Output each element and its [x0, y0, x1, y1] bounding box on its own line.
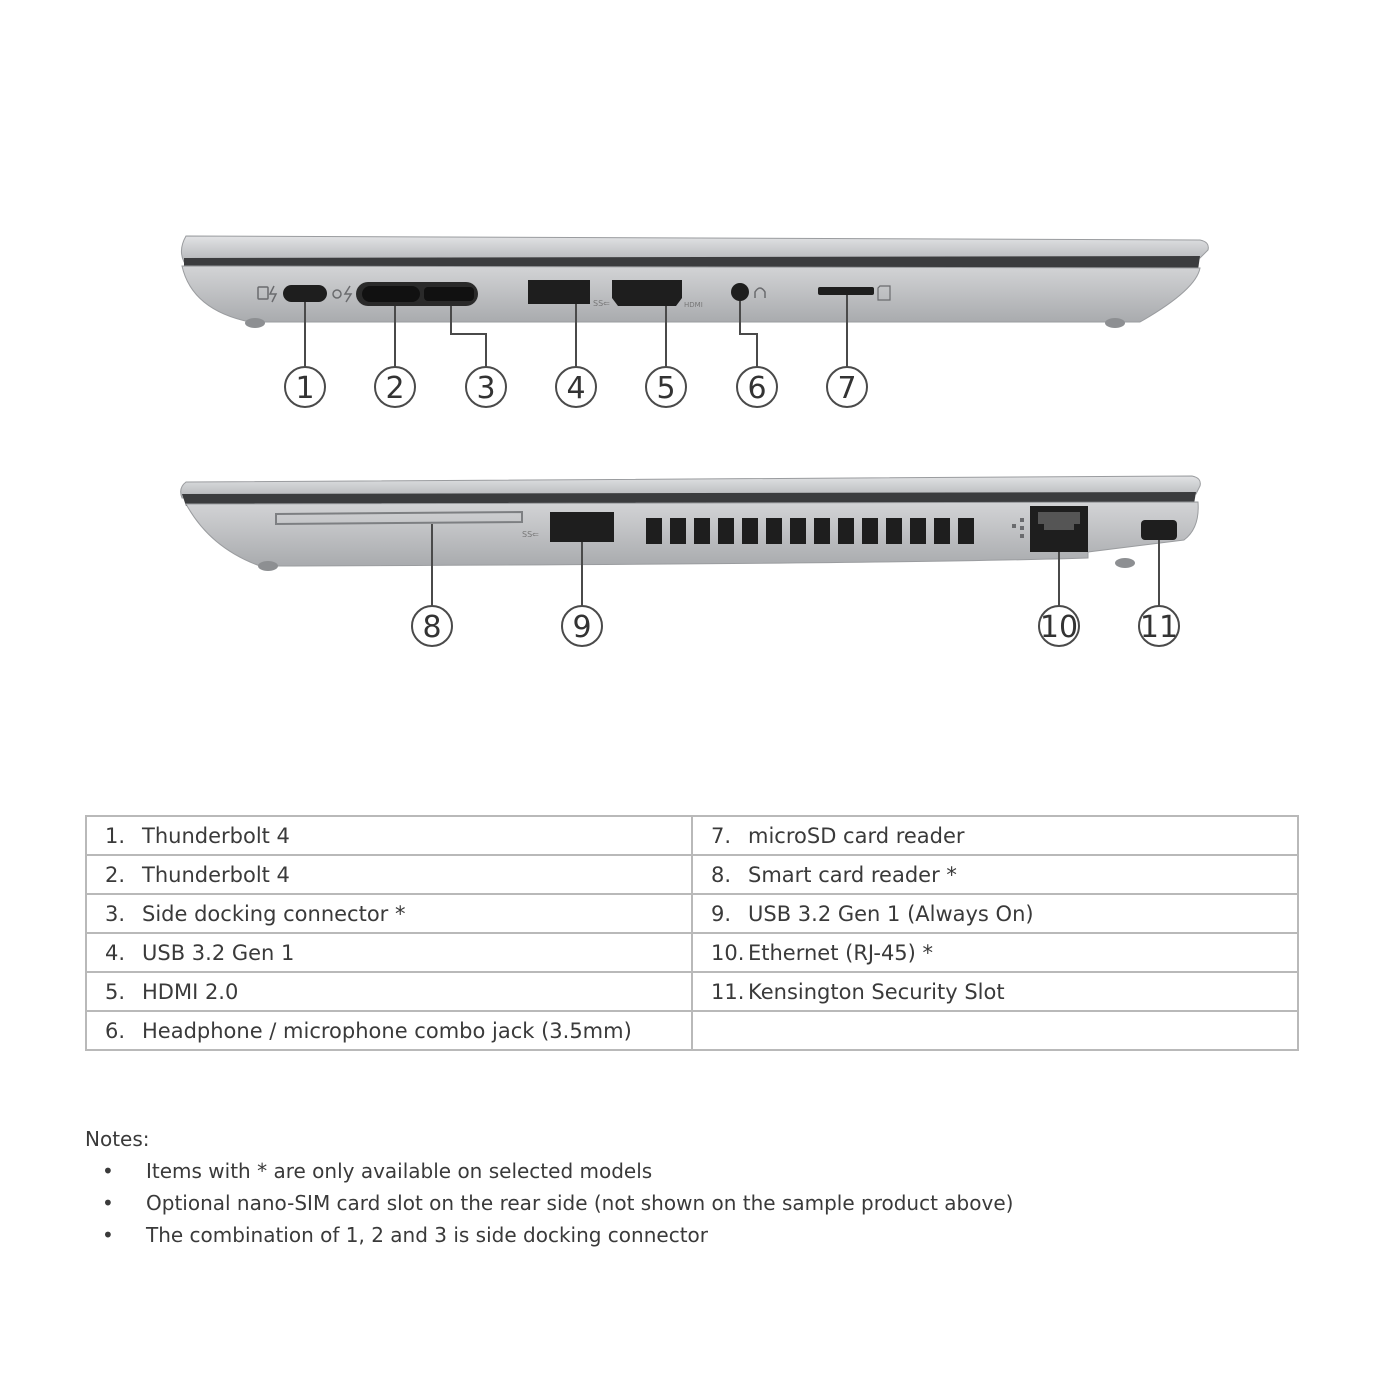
kensington-lock-icon — [1141, 520, 1177, 540]
svg-text:7: 7 — [837, 371, 857, 406]
callout-11 — [1139, 606, 1179, 646]
audio-jack — [731, 283, 749, 301]
callout-10 — [1039, 606, 1079, 646]
bullet-icon: • — [102, 1191, 114, 1215]
thunderbolt-port-2 — [362, 286, 420, 302]
usb-ss-icon: SS⇐ — [522, 530, 539, 539]
usb-port-4 — [528, 280, 590, 304]
note-text: Items with * are only available on selected models — [146, 1159, 653, 1183]
note-item — [85, 1157, 1013, 1189]
table-cell — [86, 933, 692, 972]
table-cell — [86, 816, 692, 855]
item-number: 5. — [105, 979, 126, 1004]
table-cell — [86, 894, 692, 933]
item-label: Side docking connector * — [142, 901, 406, 926]
note-text: The combination of 1, 2 and 3 is side docking connector — [146, 1223, 708, 1247]
callout-1 — [285, 367, 325, 407]
svg-text:3: 3 — [476, 371, 496, 406]
svg-text:6: 6 — [747, 371, 767, 406]
usb-port-9 — [550, 512, 614, 542]
item-number: 10. — [711, 940, 745, 965]
table-row — [86, 894, 1298, 933]
table-cell — [86, 972, 692, 1011]
hdmi-port — [612, 280, 682, 306]
item-number: 4. — [105, 940, 126, 965]
item-number: 2. — [105, 862, 126, 887]
svg-text:5: 5 — [656, 371, 676, 406]
table-cell — [692, 933, 1298, 972]
svg-text:8: 8 — [422, 610, 442, 645]
item-number: 11. — [711, 979, 745, 1004]
item-number: 7. — [711, 823, 732, 848]
callout-6 — [737, 367, 777, 407]
item-number: 9. — [711, 901, 732, 926]
table-row — [86, 1011, 1298, 1050]
table-cell — [692, 855, 1298, 894]
callout-2 — [375, 367, 415, 407]
svg-text:10: 10 — [1039, 610, 1079, 645]
item-number: 6. — [105, 1018, 126, 1043]
side-docking-connector — [424, 287, 474, 301]
thunderbolt-port-1 — [283, 285, 327, 302]
table-row — [86, 816, 1298, 855]
table-cell — [692, 894, 1298, 933]
table-row — [86, 972, 1298, 1011]
bullet-icon: • — [102, 1159, 114, 1183]
item-number: 8. — [711, 862, 732, 887]
callout-7 — [827, 367, 867, 407]
item-label: microSD card reader — [748, 823, 965, 848]
table-cell — [86, 855, 692, 894]
item-label: Ethernet (RJ-45) * — [748, 940, 934, 965]
note-text: Optional nano-SIM card slot on the rear side (not shown on the sample product above) — [146, 1191, 1014, 1215]
item-label: USB 3.2 Gen 1 — [142, 940, 295, 965]
callout-8 — [412, 606, 452, 646]
item-number: 1. — [105, 823, 126, 848]
notes-list — [85, 1157, 1013, 1253]
item-label: HDMI 2.0 — [142, 979, 239, 1004]
item-label: USB 3.2 Gen 1 (Always On) — [748, 901, 1034, 926]
callout-9 — [562, 606, 602, 646]
item-label: Headphone / microphone combo jack (3.5mm) — [142, 1018, 632, 1043]
item-label: Thunderbolt 4 — [142, 862, 290, 887]
table-cell — [692, 972, 1298, 1011]
note-item — [85, 1221, 1013, 1253]
microsd-slot — [818, 287, 874, 295]
table-row — [86, 855, 1298, 894]
laptop-right-side-view — [181, 476, 1201, 571]
item-label: Kensington Security Slot — [748, 979, 1005, 1004]
item-label: Thunderbolt 4 — [142, 823, 290, 848]
svg-text:1: 1 — [295, 371, 315, 406]
svg-text:9: 9 — [572, 610, 592, 645]
callout-4 — [556, 367, 596, 407]
callout-5 — [646, 367, 686, 407]
bullet-icon: • — [102, 1223, 114, 1247]
table-row — [86, 933, 1298, 972]
laptop-left-side-view — [181, 236, 1208, 328]
notes-section — [85, 1127, 1013, 1253]
ports-table — [85, 815, 1299, 1051]
svg-text:4: 4 — [566, 371, 586, 406]
note-item — [85, 1189, 1013, 1221]
callout-3 — [466, 367, 506, 407]
item-label: Smart card reader * — [748, 862, 957, 887]
table-cell — [86, 1011, 692, 1050]
usb-ss-icon: SS⇐ — [593, 299, 610, 308]
item-number: 3. — [105, 901, 126, 926]
table-cell — [692, 816, 1298, 855]
svg-text:11: 11 — [1139, 610, 1179, 645]
hdmi-icon: HDMI — [684, 301, 703, 309]
table-cell-empty — [692, 1011, 1298, 1050]
svg-text:2: 2 — [385, 371, 405, 406]
notes-heading: Notes: — [85, 1127, 150, 1151]
